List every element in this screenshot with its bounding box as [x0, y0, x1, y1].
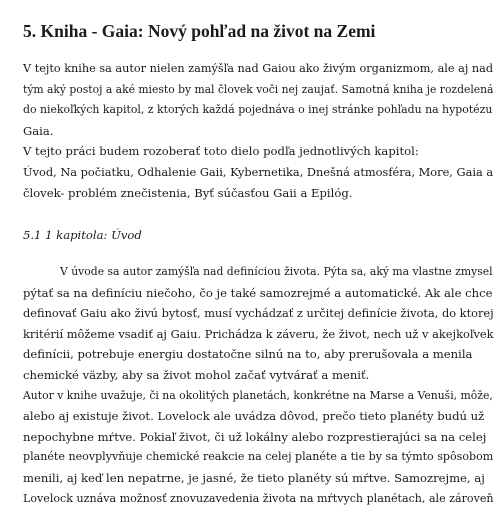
body-paragraph: [23, 262, 493, 509]
text-line: definovať Gaiu ako živú bytosť, musí vychádzať z určitej definície života, do ktorej: [23, 306, 494, 321]
subsection-heading: 5.1 1 kapitola: Úvod: [23, 228, 142, 242]
text-line: pýtať sa na definíciu niečoho, čo je také samozrejmé a automatické. Ak ale chce: [23, 285, 493, 300]
text-line: chemické väzby, aby sa život mohol začať vytvárať a meniť.: [23, 367, 370, 382]
text-line: V úvode sa autor zamýšľa nad definíciou života. Pýta sa, aký ma vlastne zmysel: [60, 265, 493, 278]
text-line: planéte neovplyvňuje chemické reakcie na celej planéte a tie by sa týmto spôsobom: [23, 450, 494, 464]
text-line: kritérií môžeme vsadiť aj Gaiu. Prichádza k záveru, že život, nech už v akejkoľvek: [23, 326, 494, 341]
intro-paragraph: [23, 59, 493, 203]
text-line: definícii, potrebuje energiu dostatočne silnú na to, aby prerušovala a menila: [23, 347, 473, 362]
text-line: človek- problém znečistenia, Byť súčasťou Gaii a Epilóg.: [23, 185, 353, 200]
text-line: Gaia.: [23, 123, 54, 138]
text-line: tým aký postoj a aké miesto by mal človek voči nej zaujať. Samotná kniha je rozdelená: [23, 82, 494, 96]
text-line: nepochybne mŕtve. Pokiaľ život, či už lokálny alebo rozprestierajúci sa na celej: [23, 429, 487, 444]
text-line: menili, aj keď len nepatrne, je jasné, že tieto planéty sú mŕtve. Samozrejme, aj: [23, 470, 485, 485]
text-line: Úvod, Na počiatku, Odhalenie Gaii, Kybernetika, Dnešná atmosféra, More, Gaia a: [23, 164, 494, 179]
text-line: Lovelock uznáva možnosť znovuzavedenia života na mŕtvych planétach, ale zároveň: [23, 491, 494, 505]
text-line: V tejto práci budem rozoberať toto dielo podľa jednotlivých kapitol:: [23, 144, 419, 159]
text-line: do niekoľkých kapitol, z ktorých každá pojednáva o inej stránke pohľadu na hypotézu: [23, 103, 493, 117]
text-line: V tejto knihe sa autor nielen zamýšľa nad Gaiou ako živým organizmom, ale aj nad: [23, 62, 494, 75]
section-heading: 5. Kniha - Gaia: Nový pohľad na život na Zemi: [23, 21, 376, 41]
text-line: Autor v knihe uvažuje, či na okolitých planetách, konkrétne na Marse a Venuši, môže,: [23, 388, 493, 402]
text-line: alebo aj existuje život. Lovelock ale uvádza dôvod, prečo tieto planéty budú už: [23, 409, 485, 424]
